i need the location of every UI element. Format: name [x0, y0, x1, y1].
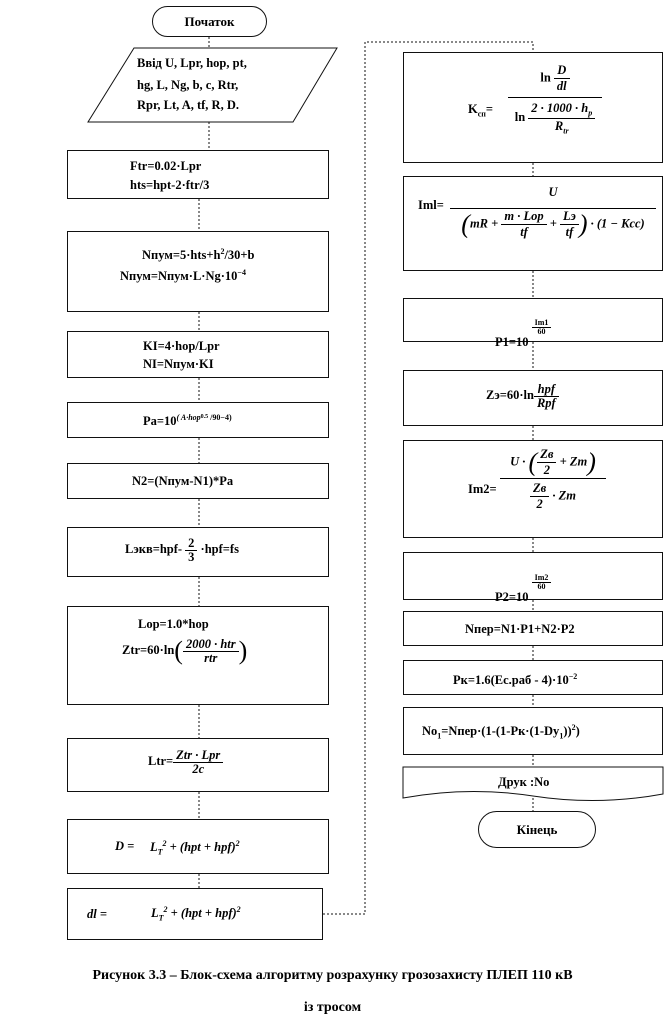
formula-ni: NI=Nпум·KI	[143, 357, 214, 371]
iml-tf1: tf	[520, 225, 528, 239]
process-box-iml	[403, 176, 663, 271]
formula-dl-rhs	[151, 906, 241, 923]
lekv-den: 3	[188, 549, 195, 564]
pa-base: Pa=10	[143, 414, 177, 429]
no1-close: ))	[563, 724, 572, 739]
formula-dl-lhs: dl =	[87, 907, 107, 921]
ztr-pre: Ztr=60·ln	[122, 642, 175, 657]
no1-end: )	[575, 724, 580, 739]
process-box-ztr	[67, 606, 329, 705]
paren-open: (	[174, 636, 183, 665]
formula-ltr	[148, 749, 223, 775]
process-box-no1	[403, 707, 663, 755]
p1-exp-num: Im1	[532, 319, 552, 328]
im2-plus-zm: + Zm	[556, 454, 588, 469]
im2-frac	[500, 447, 606, 512]
ksp-r-sub: tr	[563, 126, 569, 135]
pa-exp-c: /90−4)	[208, 413, 232, 422]
ksp-2000h: 2 · 1000 · h	[531, 101, 589, 115]
formula-ftr: Ftr=0.02·Lpr	[130, 159, 202, 173]
process-box-nper	[403, 611, 663, 646]
npum-2-text: Nпум=Nпум·L·Ng·10	[120, 269, 238, 284]
process-box-dl	[67, 888, 323, 940]
formula-nper: Nпер=N1·P1+N2·P2	[465, 622, 575, 636]
formula-d-lhs: D =	[115, 839, 135, 853]
process-box-pa	[67, 402, 329, 438]
formula-hts: hts=hpt-2·ftr/3	[130, 178, 210, 192]
formula-pk	[453, 673, 577, 687]
process-box-ftr	[67, 150, 329, 199]
paren-open: (	[528, 447, 538, 477]
process-box-p2	[403, 552, 663, 604]
p2-exp-num: Im2	[532, 574, 552, 583]
process-box-npum	[67, 231, 329, 312]
ksp-k: K	[468, 102, 478, 116]
start-terminal	[152, 6, 267, 37]
iml-tf2: tf	[565, 225, 574, 239]
ltr-den: 2c	[192, 761, 205, 776]
pk-exp: −2	[568, 672, 578, 681]
formula-pa	[143, 414, 232, 428]
im2-denominator	[500, 479, 606, 512]
ltr-pre: Ltr=	[148, 753, 174, 768]
formula-p2	[495, 574, 551, 604]
formula-ztr	[122, 638, 247, 664]
ze-den: Rpf	[536, 395, 556, 410]
process-box-im2	[403, 440, 663, 538]
ztr-den: rtr	[204, 650, 218, 665]
formula-ki: KI=4·hop/Lpr	[143, 339, 220, 353]
ksp-d: D	[554, 63, 570, 79]
npum-1-exp: 2	[220, 247, 225, 256]
ztr-num: 2000 · htr	[183, 638, 239, 652]
print-label: Друк :No	[498, 775, 550, 789]
paren-open: (	[461, 209, 470, 239]
figure-caption-line-2: із тросом	[303, 1000, 362, 1015]
iml-u: U	[450, 185, 656, 209]
paren-close: )	[238, 636, 248, 665]
d-sum-exp: 2	[235, 839, 240, 848]
ksp-sub: сп	[477, 109, 486, 119]
im2-times-zm: · Zm	[549, 488, 576, 503]
d-lt: L	[150, 840, 158, 855]
process-box-pk	[403, 660, 663, 695]
input-line-3: Rpr, Lt, A, tf, R, D.	[137, 98, 239, 112]
paren-close: )	[578, 209, 588, 239]
process-box-ksp	[403, 52, 663, 163]
im2-zv2: Zв	[530, 481, 549, 497]
im2-numerator	[500, 447, 606, 479]
end-label: Кінець	[516, 821, 558, 837]
iml-denominator	[450, 209, 656, 240]
dl-lt-exp: 2	[163, 905, 168, 914]
process-box-ltr	[67, 738, 329, 792]
no1-dy-sub: 1	[559, 731, 564, 741]
im2-zv1: Zв	[537, 447, 556, 463]
iml-mlop: m · Lop	[501, 209, 546, 225]
iml-le: Lэ	[560, 209, 579, 225]
p2-exp-den: 60	[537, 582, 546, 591]
lekv-num: 2	[185, 537, 197, 551]
formula-p1	[495, 319, 551, 349]
formula-d-rhs	[150, 840, 240, 857]
ksp-eq: =	[485, 102, 494, 116]
ksp-numerator	[508, 63, 602, 98]
lekv-post: ·hpf=fs	[200, 541, 239, 556]
ze-num: hpf	[534, 383, 559, 397]
p1-base: P1=10	[495, 335, 529, 349]
formula-npum-1	[142, 248, 255, 262]
ksp-ln-2: ln	[514, 109, 526, 124]
npum-2-exp: −4	[237, 268, 246, 277]
process-box-d	[67, 819, 329, 874]
ksp-dl: dl	[556, 79, 567, 93]
end-terminal	[478, 811, 596, 848]
no1-no: No	[422, 724, 438, 739]
d-lt-exp: 2	[162, 839, 167, 848]
no1-sub: 1	[437, 731, 442, 741]
dl-sum-exp: 2	[236, 905, 241, 914]
iml-mr: mR +	[469, 216, 502, 231]
formula-ze	[486, 383, 559, 409]
pk-text: Pк=1.6(Ec.раб - 4)·10	[453, 673, 569, 688]
start-label: Початок	[184, 13, 235, 29]
d-lt-sub: T	[157, 847, 163, 857]
iml-tail: · (1 − Kcc)	[587, 216, 645, 231]
formula-no1	[422, 724, 580, 741]
im2-two2: 2	[536, 497, 543, 511]
process-box-ki	[67, 331, 329, 378]
figure-caption-line-1: Рисунок 3.3 – Блок-схема алгоритму розрахунку грозозахисту ПЛЕП 110 кВ	[92, 968, 573, 983]
formula-lop: Lop=1.0*hop	[138, 617, 209, 631]
formula-lekv	[125, 537, 239, 563]
p1-exp-den: 60	[537, 327, 546, 336]
process-box-ze	[403, 370, 663, 426]
process-box-n2	[67, 463, 329, 499]
ksp-denominator	[508, 98, 602, 135]
npum-1-tail: /30+b	[224, 248, 255, 263]
process-box-p1	[403, 298, 663, 349]
ltr-num: Ztr · Lpr	[173, 749, 223, 763]
no1-exp: 2	[571, 723, 576, 732]
d-sum: + (hpt + hpf)	[166, 840, 236, 855]
dl-lt: L	[151, 906, 159, 921]
lekv-pre: Lэкв=hpf-	[125, 541, 183, 556]
iml-plus: +	[546, 216, 560, 231]
im2-u: U ·	[510, 454, 529, 469]
ksp-r: R	[554, 118, 564, 133]
ze-pre: Zэ=60·ln	[486, 387, 534, 402]
dl-lt-sub: T	[158, 913, 164, 923]
formula-npum-2	[120, 269, 246, 283]
ksp-frac	[508, 63, 602, 135]
dl-sum: + (hpt + hpf)	[167, 906, 237, 921]
ksp-ln-1: ln	[540, 70, 551, 85]
process-box-lekv	[67, 527, 329, 577]
pa-exp-a: ( A·hop	[176, 413, 201, 422]
ksp-h-sub: p	[588, 108, 593, 118]
formula-n2: N2=(Nпум-N1)*Pa	[132, 474, 234, 488]
p2-base: P2=10	[495, 590, 529, 604]
npum-1-text: Nпум=5·hts+h	[142, 248, 221, 263]
iml-frac	[450, 185, 656, 240]
input-line-2: hg, L, Ng, b, c, Rtr,	[137, 78, 239, 92]
ksp-lhs	[468, 103, 493, 119]
im2-two1: 2	[543, 463, 550, 477]
no1-mid: =Nпер·(1-(1-Pк·(1-Dy	[441, 724, 560, 739]
input-line-1: Ввід U, Lpr, hop, pt,	[137, 56, 247, 70]
iml-lhs: Iml=	[418, 198, 444, 212]
pa-exp-b: 0.5	[200, 414, 209, 420]
paren-close: )	[587, 447, 596, 477]
im2-lhs: Im2=	[468, 482, 497, 496]
